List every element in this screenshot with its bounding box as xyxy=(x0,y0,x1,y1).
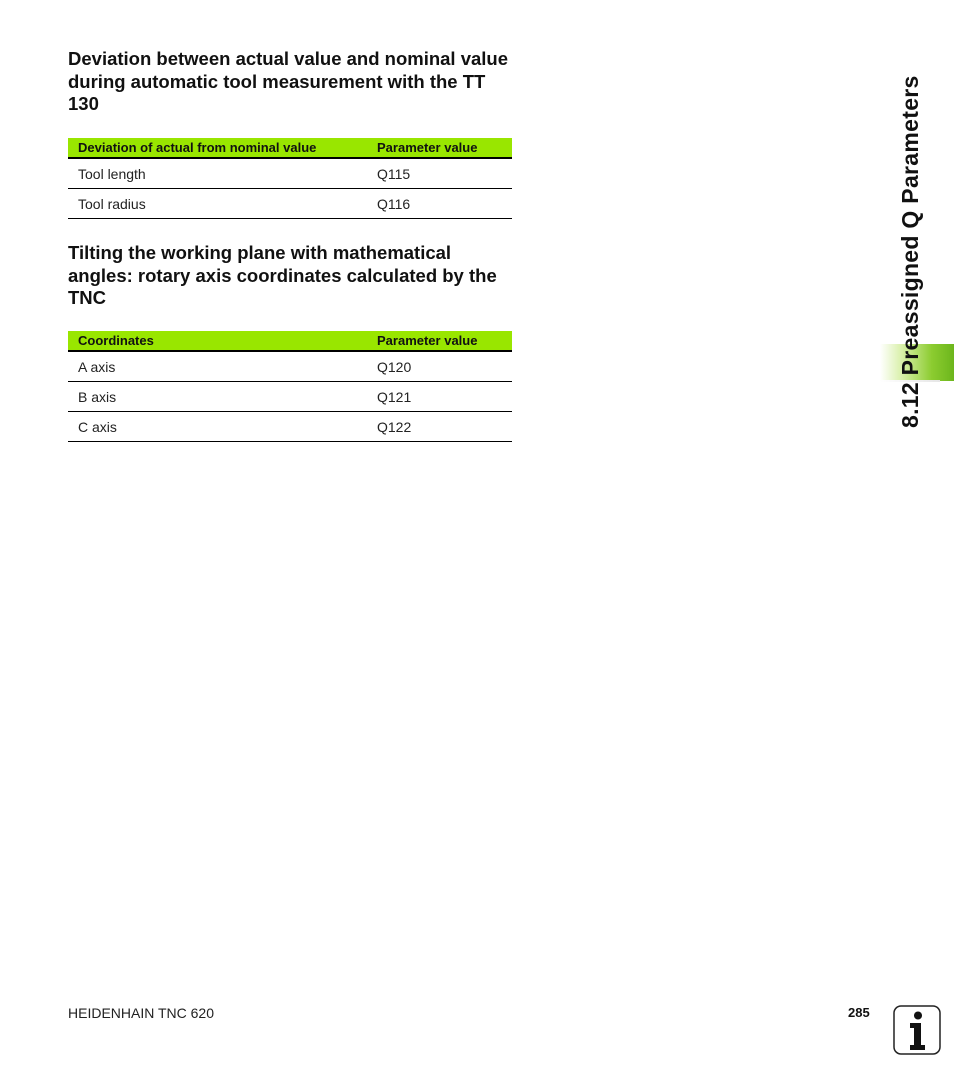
column-header: Parameter value xyxy=(367,138,512,158)
table-row xyxy=(68,382,512,412)
column-header: Parameter value xyxy=(367,331,512,351)
table-row xyxy=(68,158,512,189)
footer-product-name: HEIDENHAIN TNC 620 xyxy=(68,1005,215,1021)
rotary-axis-table xyxy=(68,331,512,442)
page-number: 285 xyxy=(848,1005,870,1020)
table-cell: A axis xyxy=(68,351,367,382)
table-cell: Q116 xyxy=(367,189,512,219)
table-cell: Q115 xyxy=(367,158,512,189)
table-cell: Tool radius xyxy=(68,189,367,219)
column-header: Deviation of actual from nominal value xyxy=(68,138,367,158)
table-header-row xyxy=(68,331,512,351)
table-cell: C axis xyxy=(68,412,367,442)
table-row xyxy=(68,351,512,382)
table-cell: Q122 xyxy=(367,412,512,442)
table-row xyxy=(68,412,512,442)
table-cell: B axis xyxy=(68,382,367,412)
column-header: Coordinates xyxy=(68,331,367,351)
table-row xyxy=(68,189,512,219)
section-heading-tilting-plane: Tilting the working plane with mathematical angles: rotary axis coordinates calculated by the TNC xyxy=(68,242,497,308)
section-heading-tool-deviation: Deviation between actual value and nominal value during automatic tool measurement with the TT 130 xyxy=(68,48,509,114)
table-cell: Q120 xyxy=(367,351,512,382)
table-header-row xyxy=(68,138,512,158)
tool-deviation-table xyxy=(68,138,512,219)
chapter-side-title: 8.12 Preassigned Q Parameters xyxy=(897,75,923,428)
table-cell: Tool length xyxy=(68,158,367,189)
info-icon xyxy=(893,1005,941,1055)
table-cell: Q121 xyxy=(367,382,512,412)
